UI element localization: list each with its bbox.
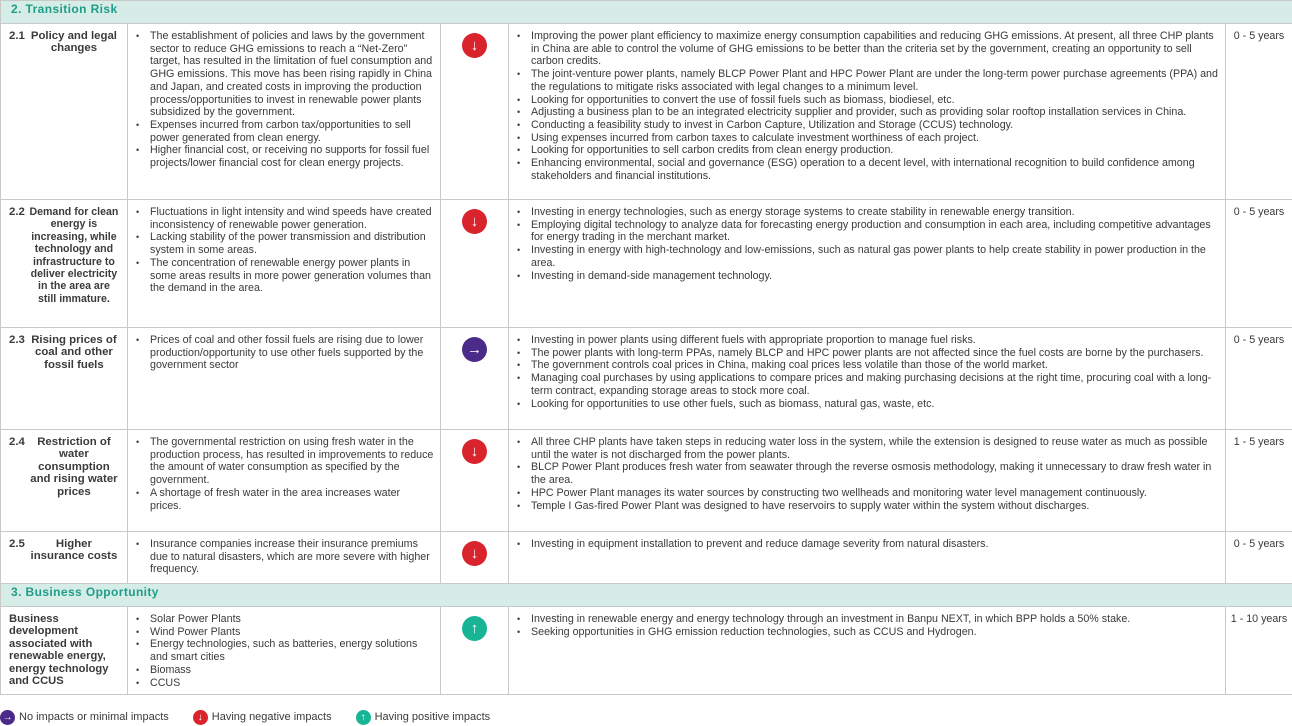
impact-cell — [128, 24, 441, 200]
response-item: • The joint-venture power plants, namely BLCP Power Plant and HPC Power Plant are under the long-term power purchase agreements (PPA) and the regulations to mitigate risks associated with legal changes to a minimum level. — [531, 68, 1219, 93]
time-frame: 0 - 5 years — [1226, 532, 1292, 584]
impact-item: • Insurance companies increase their insurance premiums due to natural disasters, which are more severe with higher frequency. — [150, 538, 434, 576]
time-frame: 0 - 5 years — [1226, 24, 1292, 200]
impact-item: • The governmental restriction on using fresh water in the production process, has resulted in improvements to reduce the amount of water consumption as specified by the government. — [150, 436, 434, 487]
response-item: • Using expenses incurred from carbon taxes to calculate investment worthiness of each project. — [531, 132, 1219, 145]
response-item: • The power plants with long-term PPAs, namely BLCP and HPC power plants are not affected since the fuel costs are borne by the purchasers. — [531, 347, 1219, 360]
legend — [0, 708, 514, 726]
risk-topic: Rising prices of coal and other fossil fuels — [31, 334, 117, 371]
impact-item: • Wind Power Plants — [150, 626, 434, 639]
response-item: • Investing in demand-side management technology. — [531, 270, 1219, 283]
risk-topic: Higher insurance costs — [30, 538, 118, 563]
impact-item: • Solar Power Plants — [150, 613, 434, 626]
response-cell — [509, 24, 1226, 200]
impact-icon-cell — [441, 200, 509, 328]
arrow-down-icon: ↓ — [462, 541, 487, 566]
legend-label: Having negative impacts — [211, 711, 332, 723]
opportunity-row — [1, 607, 1292, 695]
impact-item: • Biomass — [150, 664, 434, 677]
risk-number: 2.1 — [9, 30, 25, 42]
response-cell — [509, 532, 1226, 584]
impact-cell — [128, 328, 441, 430]
response-item: • Looking for opportunities to sell carbon credits from clean energy production. — [531, 144, 1219, 157]
risk-row — [1, 200, 1292, 328]
impact-cell — [128, 532, 441, 584]
response-cell — [509, 328, 1226, 430]
risk-row — [1, 430, 1292, 532]
impact-cell — [128, 607, 441, 695]
risk-topic: Restriction of water consumption and rising water prices — [30, 436, 118, 498]
response-item: • Seeking opportunities in GHG emission reduction technologies, such as CCUS and Hydrogen. — [531, 626, 1219, 639]
response-item: • HPC Power Plant manages its water sources by constructing two wellheads and monitoring water level management continuously. — [531, 487, 1219, 500]
impact-icon-cell — [441, 24, 509, 200]
section-title: 3. Business Opportunity — [1, 584, 1292, 607]
response-item: • Employing digital technology to analyze data for forecasting energy production and consumption in each area, including competitive advantages for energy trading in the merchant market. — [531, 219, 1219, 244]
opportunity-topic: Business development associated with renewable energy, energy technology and CCUS — [1, 607, 128, 695]
risk-topic-cell — [1, 328, 128, 430]
risk-number: 2.5 — [9, 538, 25, 550]
response-item: • The government controls coal prices in China, making coal prices less volatile than those of the world market. — [531, 359, 1219, 372]
impact-item: • Prices of coal and other fossil fuels are rising due to lower production/opportunity to use other fuels supported by the government sector — [150, 334, 434, 372]
response-cell — [509, 430, 1226, 532]
section-title: 2. Transition Risk — [1, 1, 1292, 24]
impact-item: • The concentration of renewable energy power plants in some areas results in more power generation volumes than the demand in the area. — [150, 257, 434, 295]
legend-label: Having positive impacts — [374, 711, 491, 723]
time-frame: 1 - 10 years — [1226, 607, 1292, 695]
risk-topic-cell — [1, 200, 128, 328]
response-item: • Looking for opportunities to use other fuels, such as biomass, natural gas, waste, etc. — [531, 398, 1219, 411]
impact-item: • Lacking stability of the power transmission and distribution system in some areas. — [150, 231, 434, 256]
response-item: • Investing in renewable energy and energy technology through an investment in Banpu NEXT, in which BPP holds a 50% stake. — [531, 613, 1219, 626]
response-cell — [509, 607, 1226, 695]
risk-row — [1, 532, 1292, 584]
legend-label: No impacts or minimal impacts — [19, 711, 169, 723]
impact-icon-cell — [441, 532, 509, 584]
risk-topic: Demand for clean energy is increasing, while technology and infrastructure to deliver electricity in the area are still immature. — [29, 206, 119, 305]
impact-item: • Higher financial cost, or receiving no supports for fossil fuel projects/lower financial cost for clean energy projects. — [150, 144, 434, 169]
response-item: • Enhancing environmental, social and governance (ESG) operation to a decent level, with international recognition to build confidence among stakeholders and financial institutions. — [531, 157, 1219, 182]
impact-icon-cell — [441, 430, 509, 532]
impact-item: • CCUS — [150, 677, 434, 690]
risk-number: 2.3 — [9, 334, 25, 346]
risk-topic-cell — [1, 532, 128, 584]
risk-row — [1, 328, 1292, 430]
response-item: • Investing in energy technologies, such as energy storage systems to create stability in renewable energy transition. — [531, 206, 1219, 219]
response-item: • Temple I Gas-fired Power Plant was designed to have reservoirs to supply water within the system without discharges. — [531, 500, 1219, 513]
section-header-transition-risk — [1, 1, 1292, 24]
arrow-right-icon: → — [462, 337, 487, 362]
impact-item: • A shortage of fresh water in the area increases water prices. — [150, 487, 434, 512]
arrow-down-icon: ↓ — [462, 209, 487, 234]
time-frame: 0 - 5 years — [1226, 200, 1292, 328]
risk-topic-cell — [1, 24, 128, 200]
response-item: • Adjusting a business plan to be an integrated electricity supplier and provider, such as providing solar rooftop installation services in China. — [531, 106, 1219, 119]
arrow-right-icon: → — [0, 710, 15, 725]
arrow-up-icon: ↑ — [356, 710, 371, 725]
legend-item-neutral — [0, 710, 169, 725]
response-item: • BLCP Power Plant produces fresh water from seawater through the reverse osmosis methodology, making it unnecessary to draw fresh water in the area. — [531, 461, 1219, 486]
response-item: • Investing in equipment installation to prevent and reduce damage severity from natural disasters. — [531, 538, 1219, 551]
response-item: • Improving the power plant efficiency to maximize energy consumption capabilities and reducing GHG emissions. At present, all three CHP plants in China are able to control the volume of GHG emissions to be better than the criteria set by the government, creating an opportunity to sell carbon credits. — [531, 30, 1219, 68]
impact-item: • The establishment of policies and laws by the government sector to reduce GHG emissions to reach a “Net-Zero” target, has resulted in the limitation of fuel consumption and GHG emissions. This move has been rising rapidly in China and Japan, and created costs in improving the production process/opportunities to invest in renewable power plants subsidized by the government. — [150, 30, 434, 119]
risk-row — [1, 24, 1292, 200]
legend-item-positive — [356, 710, 491, 725]
risk-topic: Policy and legal changes — [30, 30, 117, 55]
legend-item-negative — [193, 710, 332, 725]
risk-topic-cell — [1, 430, 128, 532]
response-item: • All three CHP plants have taken steps in reducing water loss in the system, while the extension is designed to reuse water as much as possible until the water is not discharged from the power plants. — [531, 436, 1219, 461]
response-item: • Investing in energy with high-technology and low-emissions, such as natural gas power plants to help create stability in power production in the area. — [531, 244, 1219, 269]
impact-item: • Energy technologies, such as batteries, energy solutions and smart cities — [150, 638, 434, 663]
response-item: • Investing in power plants using different fuels with appropriate proportion to manage fuel risks. — [531, 334, 1219, 347]
impact-item: • Expenses incurred from carbon tax/opportunities to sell power generated from clean energy. — [150, 119, 434, 144]
impact-item: • Fluctuations in light intensity and wind speeds have created inconsistency of renewable power generation. — [150, 206, 434, 231]
impact-cell — [128, 200, 441, 328]
section-header-business-opportunity — [1, 584, 1292, 607]
arrow-up-icon: ↑ — [462, 616, 487, 641]
response-item: • Conducting a feasibility study to invest in Carbon Capture, Utilization and Storage (CCUS) technology. — [531, 119, 1219, 132]
time-frame: 0 - 5 years — [1226, 328, 1292, 430]
arrow-down-icon: ↓ — [462, 33, 487, 58]
risk-number: 2.4 — [9, 436, 25, 448]
response-item: • Looking for opportunities to convert the use of fossil fuels such as biomass, biodiesel, etc. — [531, 94, 1219, 107]
arrow-down-icon: ↓ — [193, 710, 208, 725]
time-frame: 1 - 5 years — [1226, 430, 1292, 532]
impact-icon-cell — [441, 328, 509, 430]
arrow-down-icon: ↓ — [462, 439, 487, 464]
risk-number: 2.2 — [9, 206, 25, 218]
impact-cell — [128, 430, 441, 532]
response-cell — [509, 200, 1226, 328]
impact-icon-cell — [441, 607, 509, 695]
response-item: • Managing coal purchases by using applications to compare prices and making purchasing decisions at the right time, procuring coal with a long-term contract, expanding storage areas to stock more coal. — [531, 372, 1219, 397]
